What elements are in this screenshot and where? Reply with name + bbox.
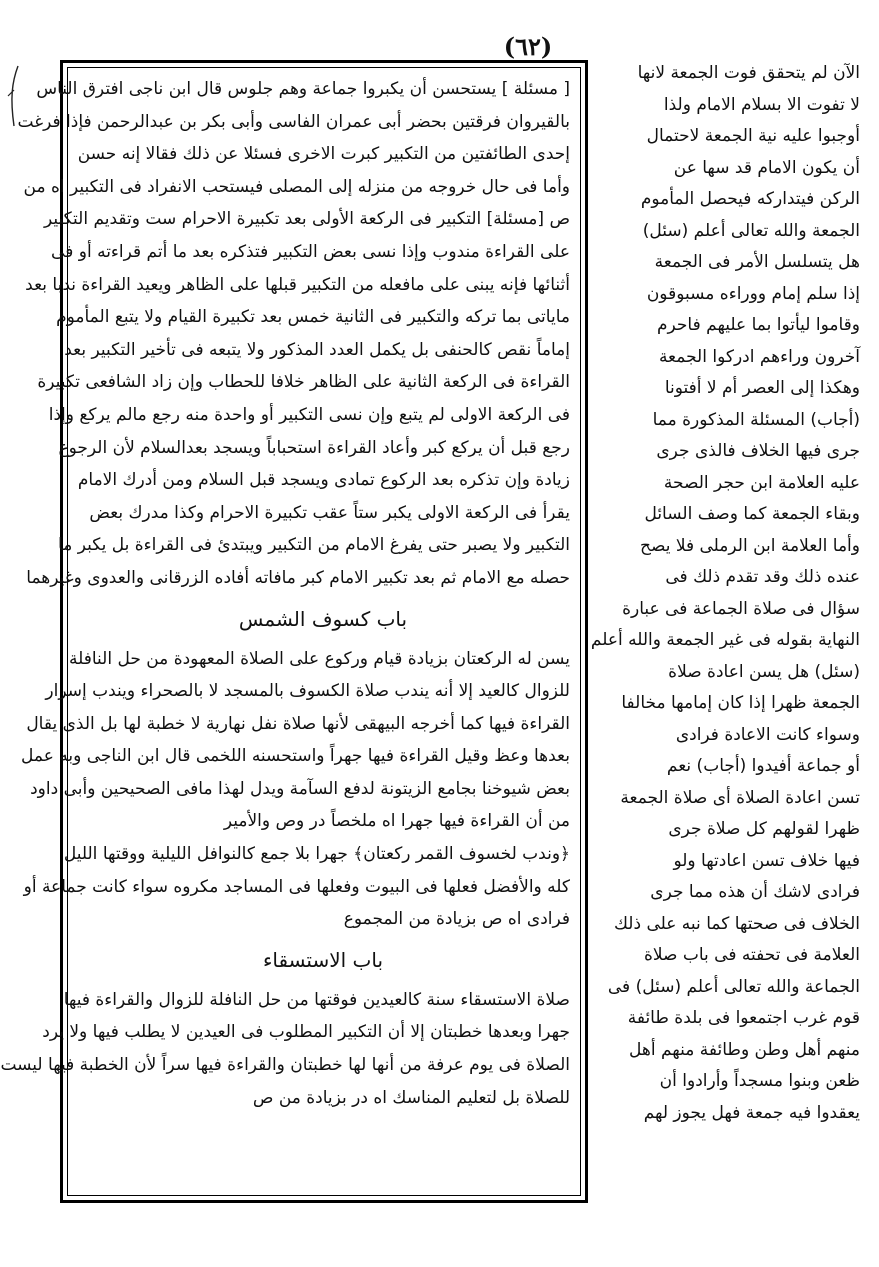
margin-line: العلامة فى تحفته فى باب صلاة [643, 945, 860, 965]
margin-line: وسواء كانت الاعادة فرادى [675, 724, 860, 745]
main-line: صلاة الاستسقاء سنة كالعيدين فوقتها من حل النافلة للزوال والقراءة فيها [63, 989, 570, 1010]
main-line: [ مسئلة ] يستحسن أن يكبروا جماعة وهم جلوس قال ابن ناجى افترق الناس [36, 79, 570, 99]
main-line: بالقيروان فرقتين بحضر أبى عمران الفاسى وأبى بكر بن عبدالرحمن فإذا فرغت [17, 111, 570, 132]
main-line: القراءة فى الركعة الثانية على الظاهر خلافا للحطاب وإن زاد الشافعى تكبيرة [37, 372, 570, 393]
main-line: يقرأ فى الركعة الاولى يكبر ستاً عقب تكبيرة الاحرام وكذا مدرك بعض [89, 502, 570, 523]
main-line: من أن القراءة فيها جهرا اه ملخصاً در وص والأمير [223, 811, 570, 832]
margin-line: إذا سلم إمام ووراءه مسبوقون [646, 283, 860, 304]
main-line: للزوال كالعيد إلا أنه يندب صلاة الكسوف بالمسجد لا بالصحراء ويندب إسرار [45, 681, 570, 702]
main-line: زيادة وإن تذكره بعد الركوع تمادى ويسجد قبل السلام ومن أدرك الامام [77, 470, 570, 491]
section-heading-eclipse: باب كسوف الشمس [238, 606, 408, 631]
main-line: الصلاة فى يوم عرفة من أنها لها خطبتان والقراءة فيها سراً لأن الخطبة فيها ليست [0, 1055, 570, 1076]
main-line: ﴿وندب لخسوف القمر ركعتان﴾ جهرا بلا جمع كالنوافل الليلية ووقتها الليل [63, 844, 570, 865]
margin-line: فيها خلاف تسن اعادتها ولو [673, 850, 860, 871]
margin-line: هل يتسلسل الأمر فى الجمعة [654, 252, 860, 272]
main-line: للصلاة بل لتعليم المناسك اه در بزيادة من ص [252, 1087, 570, 1108]
section-heading-rain-prayer: باب الاستسقاء [262, 947, 384, 972]
margin-line: منهم أهل وطن وطائفة منهم أهل [629, 1039, 860, 1060]
main-line: فى الركعة الاولى لم يتبع وإن نسى التكبير أو واحدة منه رجع مالم يركع وإذا [48, 404, 570, 425]
main-line: إماماً نقص كالحنفى بل يكمل العدد المذكور ولا يتبعه فى تأخير التكبير بعد [64, 339, 570, 360]
margin-line: الآن لم يتحقق فوت الجمعة لانها [637, 63, 860, 83]
main-line: التكبير ولا يصبر حتى يفرغ الامام من التكبير ويبتدئ فى القراءة بل يكبر ما [58, 535, 570, 556]
margin-line: الجماعة والله تعالى أعلم (سئل) فى [607, 976, 860, 997]
page-number: (٦٢) [503, 32, 553, 61]
main-line: القراءة فيها كما أخرجه البيهقى لأنها صلاة نفل نهارية لا خطبة لها بل الذى يقال [26, 713, 570, 734]
margin-line: أو جماعة أفيدوا (أجاب) نعم [666, 756, 860, 776]
margin-line: آخرون وراءهم ادركوا الجمعة [658, 346, 860, 367]
margin-commentary [590, 58, 860, 1258]
margin-line: وبقاء الجمعة كما وصف السائل [644, 504, 860, 524]
main-line: فرادى اه ص بزيادة من المجموع [343, 909, 570, 930]
margin-line: تسن اعادة الصلاة أى صلاة الجمعة [620, 787, 860, 808]
margin-line: الركن فيتداركه فيحصل المأموم [640, 189, 860, 209]
margin-line: وقاموا ليأتوا بما عليهم فاحرم [657, 315, 860, 335]
main-line: أثنائها فإنه يبنى على مافعله من التكبير قبلها على الظاهر ويعيد القراءة ندبا بعد [25, 274, 570, 295]
main-line: رجع قبل أن يركع كبر وأعاد القراءة استحباباً ويسجد بعدالسلام لأن الرجوع [58, 437, 570, 458]
main-line: ص [مسئلة] التكبير فى الركعة الأولى بعد تكبيرة الاحرام ست وتقديم التكبير [43, 209, 570, 230]
main-line: ماياتى بما تركه والتكبير فى الثانية خمس بعد تكبيرة القيام ولا يتبع المأموم [56, 307, 570, 328]
margin-line: أن يكون الامام قد سها عن [673, 157, 860, 178]
margin-line: يعقدوا فيه جمعة فهل يجوز لهم [643, 1102, 860, 1123]
main-line: يسن له الركعتان بزيادة قيام وركوع على الصلاة المعهودة من حل النافلة [68, 648, 570, 669]
main-line: جهرا وبعدها خطبتان إلا أن التكبير المطلوب فى العيدين لا يطلب فيها ولا يرد [42, 1022, 570, 1043]
margin-line: الجمعة ظهرا إذا كان إمامها مخالفا [621, 693, 860, 713]
main-text-body [0, 73, 570, 1114]
main-line: حصله مع الامام ثم بعد تكبير الامام كبر مافاته أفاده الزرقانى والعدوى وغيرهما [26, 567, 570, 588]
main-line: على القراءة مندوب وإذا نسى بعض التكبير فتذكره بعد ما أتم قراءته أو فى [51, 241, 570, 262]
margin-line: ظهرا لقولهم كل صلاة جرى [668, 819, 860, 839]
margin-line: الجمعة والله تعالى أعلم (سئل) [642, 220, 860, 241]
main-line: إحدى الطائفتين من التكبير كبرت الاخرى فسئلا عن ذلك فقالا إنه حسن [77, 144, 570, 165]
margin-line: ظعن وبنوا مسجداً وأرادوا أن [659, 1071, 860, 1091]
margin-line: وأما العلامة ابن الرملى فلا يصح [639, 535, 860, 556]
margin-line: جرى فيها الخلاف فالذى جرى [656, 441, 860, 461]
margin-line: وهكذا إلى العصر أم لا أفتونا [664, 378, 860, 398]
margin-line: (أجاب) المسئلة المذكورة مما [652, 409, 860, 430]
main-line: بعض شيوخنا بجامع الزيتونة لدفع السآمة ويدل لهذا مافى الصحيحين وأبى داود [30, 778, 570, 799]
margin-line: أوجبوا عليه نية الجمعة لاحتمال [646, 126, 860, 146]
main-line: بعدها وعظ وقيل القراءة فيها جهراً واستحسنه اللخمى قال ابن الناجى وبه عمل [21, 746, 570, 767]
margin-line: الخلاف فى صحتها كما نبه على ذلك [613, 913, 860, 934]
margin-line: لا تفوت الا بسلام الامام ولذا [663, 94, 860, 115]
margin-line: قوم غرب اجتمعوا فى بلدة طائفة [627, 1008, 860, 1028]
margin-line: عليه العلامة ابن حجر الصحة [663, 472, 860, 493]
main-line: كله والأفضل فعلها فى البيوت وفعلها فى المساجد مكروه سواء كانت جماعة أو [23, 876, 570, 897]
margin-line: (سئل) هل يسن اعادة صلاة [668, 661, 860, 682]
margin-line: فرادى لاشك أن هذه مما جرى [650, 882, 860, 902]
margin-line: سؤال فى صلاة الجماعة فى عبارة [622, 598, 860, 619]
margin-line: عنده ذلك وقد تقدم ذلك فى [665, 567, 860, 587]
main-line: وأما فى حال خروجه من منزله إلى المصلى فيستحب الانفراد فى التكبير اه من [23, 176, 570, 197]
margin-line: النهاية بقوله فى غير الجمعة والله أعلم [590, 630, 860, 650]
